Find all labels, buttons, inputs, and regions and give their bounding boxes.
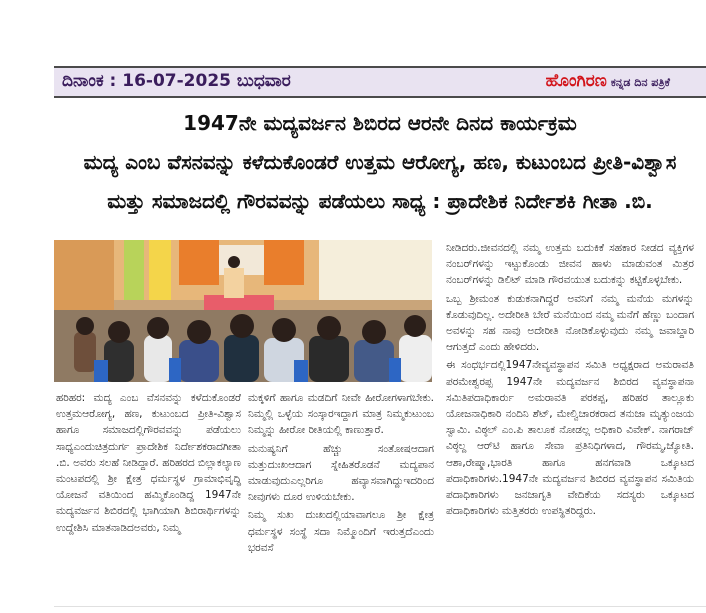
paragraph: ಮಕ್ಕಳಿಗೆ ಹಾಗೂ ಮಡದಿಗೆ ನೀವೇ ಹೀರೋಗಳಾಗಬೇಕು. ನಿಮ್ಮಲ್ಲಿ ಒಳ್ಳೆಯ ಸಂಸ್ಕಾರಇದ್ದಾಗ ಮಾತ್ರ ನಿಮ್ಮಕುಟುಂಬ ನಿಮ್ಮನ್ನು ಹೀರೋ ರೀತಿಯಲ್ಲಿ ಕಾಣುತ್ತಾರೆ. (248, 392, 434, 437)
headline-line-2: ಮದ್ಯ ಎಂಬ ವೆಸನವನ್ನು ಕಳೆದುಕೊಂಡರೆ ಉತ್ತಮ ಆರೋಗ್ಯ, ಹಣ, ಕುಟುಂಬದ ಪ್ರೀತಿ-ವಿಶ್ವಾಸ (83, 150, 677, 174)
paragraph: ಮನುಷ್ಯನಿಗೆ ಹೆಚ್ಚು ಸಂತೋಷಆದಾಗ ಮತ್ತುದುಃಖಆದಾಗ ಸ್ನೇಹಿತರೊಡನೆ ಮದ್ಯಪಾನ ಮಾಡುವುದುಎಲ್ಲರಿಗೂ ಹವ್ಯಾಸವಾಗಿದ್ದುಇದರಿಂದ ನೀವುಗಳು ದೂರ ಉಳಿಯಬೇಕು. (248, 442, 434, 504)
group-meeting-photo (54, 240, 432, 382)
paragraph: ಹರಿಹರ: ಮದ್ಯ ಎಂಬ ವೆಸನವನ್ನು ಕಳೆದುಕೊಂಡರೆ ಉತ್ತಮಆರೋಗ್ಯ, ಹಣ, ಕುಟುಂಬದ ಪ್ರೀತಿ-ವಿಶ್ವಾಸ ಹಾಗೂ ಸಮಾಜದಲ್ಲಿಗೌರವವನ್ನು ಪಡೆಯಲು ಸಾಧ್ಯಎಂದುಚಿತ್ರದುರ್ಗ ಪ್ರಾದೇಶಿಕ ನಿರ್ದೇಶಕರಾದಗೀತಾ .ಬಿ. ಅವರು ಸಲಹೆ ನೀಡಿದ್ದಾರೆ. ಹರಿಹರದ ಬಿಲ್ಲಾಕಲ್ಯಾಣ ಮಂಟಪದಲ್ಲಿ ಶ್ರೀ ಕ್ಷೇತ್ರ ಧರ್ಮಸ್ಥಳ ಗ್ರಾಮಾಭಿವೃದ್ಧಿ ಯೋಜನೆ ವತಿಯಿಂದ ಹಮ್ಮಿಕೊಂಡಿದ್ದ 1947ನೇ ಮದ್ಯವರ್ಜನ ಶಿಬಿರದಲ್ಲಿ ಭಾಗಿಯಾಗಿ ಶಿಬಿರಾರ್ಥಿಗಳನ್ನು ಉದ್ದೇಶಿಸಿ ಮಾತನಾಡಿದಅವರು, ನಿಮ್ಮ (56, 392, 241, 534)
issue-date: ದಿನಾಂಕ : 16-07-2025 ಬುಧವಾರ (62, 71, 291, 91)
brand-subtitle: ಕನ್ನಡ ದಿನ ಪತ್ರಿಕೆ (610, 76, 670, 89)
article-column-right (446, 240, 694, 521)
headline-line-1: 1947ನೇ ಮದ್ಯವರ್ಜನ ಶಿಬಿರದ ಆರನೇ ದಿನದ ಕಾರ್ಯಕ್ರಮ (183, 111, 577, 135)
masthead-band (54, 66, 706, 98)
newspaper-name (546, 71, 670, 91)
headline-line-3: ಮತ್ತು ಸಮಾಜದಲ್ಲಿ ಗೌರವವನ್ನು ಪಡೆಯಲು ಸಾಧ್ಯ : ಪ್ರಾದೇಶಿಕ ನಿರ್ದೇಶಕಿ ಗೀತಾ .ಬಿ. (107, 189, 653, 213)
top-margin (0, 0, 706, 66)
brand-title: ಹೊಂಗಿರಣ (545, 71, 607, 91)
paragraph: ನಿಮ್ಮ ಸುಖ ದುಃಖದಲ್ಲಿಯಾವಾಗಲೂ ಶ್ರೀ ಕ್ಷೇತ್ರ ಧರ್ಮಸ್ಥಳ ಸಂಸ್ಥೆ ಸದಾ ನಿಮ್ಮೊಂದಿಗೆ ಇರುತ್ತದೆಎಂದು ಭರವಸೆ (248, 509, 434, 554)
paragraph: ಒಬ್ಬ ಶ್ರೀಮಂತ ಕುಡುಕನಾಗಿದ್ದರೆ ಅವನಿಗೆ ನಮ್ಮ ಮನೆಯ ಮಗಳನ್ನು ಕೊಡುವುದಿಲ್ಲ. ಅದೇರೀತಿ ಬೇರೆ ಮನೆಯಿಂದ ನಮ್ಮ ಮನೆಗೆ ಹೆಣ್ಣು ಬಂದಾಗ ಅವಳನ್ನು ಸಹ ನಾವು ಅದೇರೀತಿ ನೋಡಿಕೊಳ್ಳುವುದು ನಮ್ಮ ಜವಾಬ್ದಾರಿ ಆಗುತ್ತದೆ ಎಂದು ಹೇಳಿದರು. (446, 292, 694, 354)
paragraph: ಈ ಸಂಧರ್ಭದಲ್ಲಿ1947ನೇವ್ಯವಸ್ಥಾಪನ ಸಮಿತಿ ಅಧ್ಯಕ್ಷರಾದ ಅಮರಾವತಿ ಪರಮೇಶ್ವರಪ್ಪ 1947ನೇ ಮದ್ಯವರ್ಜನ ಶಿಬಿರದ ವ್ಯವಸ್ಥಾಪನಾ ಸಮಿತಿಪದಾಧಿಕಾರ್ರು ಅಮರಾವತಿ ಪರಕಪ್ಪ, ಹರಿಹರ ತಾಲ್ಲೂಕು ಯೋಜನಾಧಿಕಾರಿ ನಂದಿನಿ ಶೆಟ್, ಮೇಲ್ವಿಚಾರಕರಾದ ತನುಜಾ ಮೃತ್ಯುಂಜಯ ಸ್ವಾಮಿ. ವಿಠ್ಠಲ್ ಎಂ.ಪಿ ತಾಲೂಕ ನೋಡಲ್ಲ ಅಧಿಕಾರಿ ವಿವೇಕ್. ನಾಗರಾಜ್ ವಿಠ್ಠಲ್ದ ಆರ್‌ಟಿ ಹಾಗೂ ಸೇವಾ ಪ್ರತಿನಿಧಿಗಳಾದ, ಗೌರಮ್ಮ,ಜ್ಯೋತಿ. ಆಶಾ,ರೇಷ್ಮಾ,ಭಾರತಿ ಹಾಗೂ ಹನಗವಾಡಿ ಒಕ್ಕೂಟದ ಪದಾಧಿಕಾರಿಗಳು.1947ನೇ ಮದ್ಯವರ್ಜನ ಶಿಬಿರದ ವ್ಯವಸ್ಥಾಪನ ಸಮಿತಿಯ ಪದಾಧಿಕಾರಿಗಳು ಜನಜಾಗೃತಿ ವೇದಿಕೆಯ ಸದಸ್ಯರು ಒಕ್ಕೂಟದ ಪದಾಧಿಕಾರಿಗಳು ಮತ್ತಿತರರು ಉಪಸ್ಥಿತರಿದ್ದರು. (446, 359, 694, 518)
article-column-middle (248, 390, 434, 558)
page-divider (54, 606, 706, 607)
article-column-left (56, 390, 241, 538)
paragraph: ನೀಡಿದರು.ಜೀವನದಲ್ಲಿ ನಮ್ಮ ಉತ್ತಮ ಬದುಕಿಕೆ ಸಹಕಾರ ನೀಡದ ವ್ಯಕ್ತಿಗಳ ನಂಬರ್‌ಗಳನ್ನು ಇಟ್ಟುಕೊಂಡು ಜೀವನ ಹಾಳು ಮಾಡುವಂತ ಮಿತ್ರರ ನಂಬರ್‌ಗಳನ್ನು ಡಿಲಿಟ್ ಮಾಡಿ ಗೌರವಯುತ ಬದುಕನ್ನು ಕಟ್ಟಿಕೊಳ್ಳಬೇಕು. (446, 242, 694, 287)
